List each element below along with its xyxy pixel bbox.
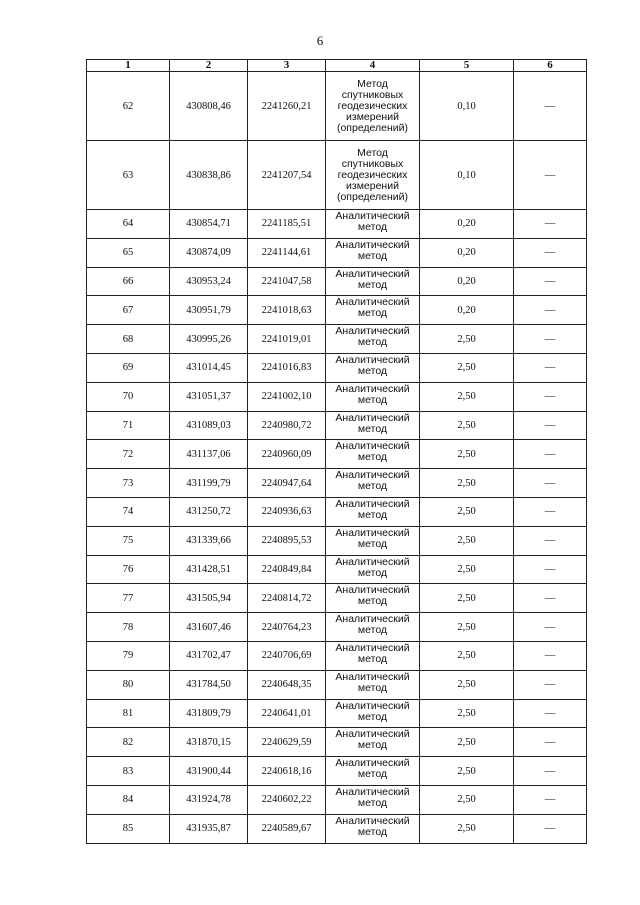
accuracy-cell: 2,50 — [420, 613, 514, 642]
accuracy-cell: 2,50 — [420, 497, 514, 526]
point-number-cell: 65 — [87, 238, 170, 267]
method-cell: Аналитический метод — [326, 785, 420, 814]
accuracy-cell: 2,50 — [420, 699, 514, 728]
y-coordinate-cell: 2241018,63 — [248, 296, 326, 325]
method-cell: Аналитический метод — [326, 641, 420, 670]
note-cell: — — [514, 267, 587, 296]
point-number-cell: 62 — [87, 72, 170, 141]
x-coordinate-cell: 430995,26 — [170, 325, 248, 354]
header-cell: 4 — [326, 60, 420, 72]
note-cell: — — [514, 555, 587, 584]
point-number-cell: 83 — [87, 757, 170, 786]
point-number-cell: 63 — [87, 141, 170, 210]
accuracy-cell: 2,50 — [420, 584, 514, 613]
y-coordinate-cell: 2241260,21 — [248, 72, 326, 141]
point-number-cell: 76 — [87, 555, 170, 584]
table-row — [87, 728, 587, 757]
y-coordinate-cell: 2240629,59 — [248, 728, 326, 757]
point-number-cell: 85 — [87, 814, 170, 843]
point-number-cell: 66 — [87, 267, 170, 296]
method-cell: Аналитический метод — [326, 296, 420, 325]
table-row — [87, 267, 587, 296]
x-coordinate-cell: 430874,09 — [170, 238, 248, 267]
note-cell: — — [514, 382, 587, 411]
table-row — [87, 353, 587, 382]
accuracy-cell: 2,50 — [420, 641, 514, 670]
table-row — [87, 411, 587, 440]
x-coordinate-cell: 431250,72 — [170, 497, 248, 526]
y-coordinate-cell: 2240814,72 — [248, 584, 326, 613]
method-cell: Метод спутниковых геодезических измерений (определений) — [326, 72, 420, 141]
header-row — [87, 60, 587, 72]
method-cell: Аналитический метод — [326, 382, 420, 411]
method-cell: Метод спутниковых геодезических измерений (определений) — [326, 141, 420, 210]
note-cell: — — [514, 325, 587, 354]
x-coordinate-cell: 430808,46 — [170, 72, 248, 141]
accuracy-cell: 0,20 — [420, 296, 514, 325]
x-coordinate-cell: 431051,37 — [170, 382, 248, 411]
table-row — [87, 440, 587, 469]
x-coordinate-cell: 430838,86 — [170, 141, 248, 210]
x-coordinate-cell: 431870,15 — [170, 728, 248, 757]
table-row — [87, 296, 587, 325]
point-number-cell: 77 — [87, 584, 170, 613]
y-coordinate-cell: 2241002,10 — [248, 382, 326, 411]
y-coordinate-cell: 2240980,72 — [248, 411, 326, 440]
x-coordinate-cell: 431137,06 — [170, 440, 248, 469]
point-number-cell: 64 — [87, 210, 170, 239]
accuracy-cell: 0,20 — [420, 238, 514, 267]
method-cell: Аналитический метод — [326, 411, 420, 440]
y-coordinate-cell: 2240641,01 — [248, 699, 326, 728]
note-cell: — — [514, 141, 587, 210]
table-row — [87, 72, 587, 141]
coordinates-table — [86, 59, 587, 844]
accuracy-cell: 2,50 — [420, 526, 514, 555]
y-coordinate-cell: 2240960,09 — [248, 440, 326, 469]
note-cell: — — [514, 757, 587, 786]
point-number-cell: 70 — [87, 382, 170, 411]
point-number-cell: 82 — [87, 728, 170, 757]
point-number-cell: 67 — [87, 296, 170, 325]
page-number: 6 — [316, 33, 324, 48]
table-row — [87, 141, 587, 210]
note-cell: — — [514, 296, 587, 325]
accuracy-cell: 2,50 — [420, 325, 514, 354]
point-number-cell: 78 — [87, 613, 170, 642]
accuracy-cell: 2,50 — [420, 785, 514, 814]
x-coordinate-cell: 431607,46 — [170, 613, 248, 642]
point-number-cell: 80 — [87, 670, 170, 699]
table-row — [87, 757, 587, 786]
note-cell: — — [514, 728, 587, 757]
method-cell: Аналитический метод — [326, 814, 420, 843]
header-cell: 1 — [87, 60, 170, 72]
x-coordinate-cell: 431924,78 — [170, 785, 248, 814]
method-cell: Аналитический метод — [326, 699, 420, 728]
table-row — [87, 325, 587, 354]
note-cell: — — [514, 526, 587, 555]
accuracy-cell: 2,50 — [420, 353, 514, 382]
y-coordinate-cell: 2240947,64 — [248, 469, 326, 498]
x-coordinate-cell: 431900,44 — [170, 757, 248, 786]
table-row — [87, 584, 587, 613]
table-row — [87, 210, 587, 239]
method-cell: Аналитический метод — [326, 584, 420, 613]
x-coordinate-cell: 431935,87 — [170, 814, 248, 843]
y-coordinate-cell: 2241047,58 — [248, 267, 326, 296]
note-cell: — — [514, 699, 587, 728]
accuracy-cell: 2,50 — [420, 757, 514, 786]
table-body — [87, 72, 587, 844]
method-cell: Аналитический метод — [326, 728, 420, 757]
accuracy-cell: 2,50 — [420, 440, 514, 469]
x-coordinate-cell: 431089,03 — [170, 411, 248, 440]
method-cell: Аналитический метод — [326, 353, 420, 382]
note-cell: — — [514, 584, 587, 613]
y-coordinate-cell: 2241016,83 — [248, 353, 326, 382]
method-cell: Аналитический метод — [326, 238, 420, 267]
y-coordinate-cell: 2240706,69 — [248, 641, 326, 670]
x-coordinate-cell: 431702,47 — [170, 641, 248, 670]
table-row — [87, 238, 587, 267]
table-row — [87, 382, 587, 411]
note-cell: — — [514, 353, 587, 382]
note-cell: — — [514, 785, 587, 814]
x-coordinate-cell: 430854,71 — [170, 210, 248, 239]
table-row — [87, 814, 587, 843]
point-number-cell: 74 — [87, 497, 170, 526]
accuracy-cell: 2,50 — [420, 411, 514, 440]
accuracy-cell: 0,20 — [420, 210, 514, 239]
x-coordinate-cell: 431339,66 — [170, 526, 248, 555]
x-coordinate-cell: 431505,94 — [170, 584, 248, 613]
point-number-cell: 71 — [87, 411, 170, 440]
table-row — [87, 469, 587, 498]
y-coordinate-cell: 2240936,63 — [248, 497, 326, 526]
x-coordinate-cell: 431014,45 — [170, 353, 248, 382]
x-coordinate-cell: 430953,24 — [170, 267, 248, 296]
accuracy-cell: 0,20 — [420, 267, 514, 296]
accuracy-cell: 2,50 — [420, 382, 514, 411]
x-coordinate-cell: 430951,79 — [170, 296, 248, 325]
note-cell: — — [514, 72, 587, 141]
x-coordinate-cell: 431784,50 — [170, 670, 248, 699]
accuracy-cell: 0,10 — [420, 141, 514, 210]
method-cell: Аналитический метод — [326, 670, 420, 699]
method-cell: Аналитический метод — [326, 267, 420, 296]
method-cell: Аналитический метод — [326, 613, 420, 642]
accuracy-cell: 2,50 — [420, 728, 514, 757]
method-cell: Аналитический метод — [326, 469, 420, 498]
method-cell: Аналитический метод — [326, 497, 420, 526]
y-coordinate-cell: 2240849,84 — [248, 555, 326, 584]
y-coordinate-cell: 2240618,16 — [248, 757, 326, 786]
table-row — [87, 670, 587, 699]
table-row — [87, 613, 587, 642]
note-cell: — — [514, 613, 587, 642]
accuracy-cell: 2,50 — [420, 670, 514, 699]
x-coordinate-cell: 431199,79 — [170, 469, 248, 498]
table-row — [87, 497, 587, 526]
note-cell: — — [514, 411, 587, 440]
header-cell: 3 — [248, 60, 326, 72]
y-coordinate-cell: 2241207,54 — [248, 141, 326, 210]
point-number-cell: 72 — [87, 440, 170, 469]
accuracy-cell: 2,50 — [420, 555, 514, 584]
table-row — [87, 555, 587, 584]
table-row — [87, 785, 587, 814]
table-row — [87, 699, 587, 728]
method-cell: Аналитический метод — [326, 555, 420, 584]
table-row — [87, 641, 587, 670]
header-cell: 2 — [170, 60, 248, 72]
method-cell: Аналитический метод — [326, 440, 420, 469]
point-number-cell: 84 — [87, 785, 170, 814]
note-cell: — — [514, 814, 587, 843]
y-coordinate-cell: 2240589,67 — [248, 814, 326, 843]
point-number-cell: 79 — [87, 641, 170, 670]
note-cell: — — [514, 497, 587, 526]
note-cell: — — [514, 238, 587, 267]
y-coordinate-cell: 2240895,53 — [248, 526, 326, 555]
y-coordinate-cell: 2240602,22 — [248, 785, 326, 814]
note-cell: — — [514, 210, 587, 239]
header-cell: 6 — [514, 60, 587, 72]
note-cell: — — [514, 469, 587, 498]
y-coordinate-cell: 2240648,35 — [248, 670, 326, 699]
accuracy-cell: 2,50 — [420, 814, 514, 843]
y-coordinate-cell: 2241019,01 — [248, 325, 326, 354]
point-number-cell: 68 — [87, 325, 170, 354]
y-coordinate-cell: 2240764,23 — [248, 613, 326, 642]
method-cell: Аналитический метод — [326, 325, 420, 354]
y-coordinate-cell: 2241144,61 — [248, 238, 326, 267]
accuracy-cell: 2,50 — [420, 469, 514, 498]
note-cell: — — [514, 670, 587, 699]
point-number-cell: 81 — [87, 699, 170, 728]
method-cell: Аналитический метод — [326, 526, 420, 555]
method-cell: Аналитический метод — [326, 210, 420, 239]
note-cell: — — [514, 440, 587, 469]
table-row — [87, 526, 587, 555]
y-coordinate-cell: 2241185,51 — [248, 210, 326, 239]
point-number-cell: 69 — [87, 353, 170, 382]
x-coordinate-cell: 431809,79 — [170, 699, 248, 728]
x-coordinate-cell: 431428,51 — [170, 555, 248, 584]
point-number-cell: 73 — [87, 469, 170, 498]
note-cell: — — [514, 641, 587, 670]
method-cell: Аналитический метод — [326, 757, 420, 786]
header-cell: 5 — [420, 60, 514, 72]
accuracy-cell: 0,10 — [420, 72, 514, 141]
point-number-cell: 75 — [87, 526, 170, 555]
